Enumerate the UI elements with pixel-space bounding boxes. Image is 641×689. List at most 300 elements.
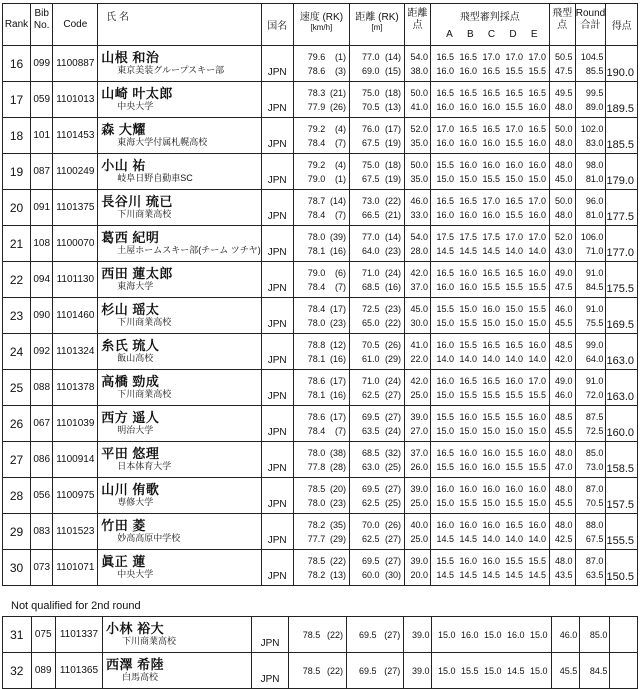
result-row [3,262,638,298]
distance-m: 77.0 [362,51,380,62]
distance-points: 46.0 [410,195,429,206]
round-total: 85.0 [589,629,608,640]
athlete-cell [103,617,252,653]
bib-cell: 073 [30,550,52,586]
distance-m: 63.5 [362,425,380,436]
judge-score: 16.0 [482,137,501,148]
distance-points: 25.0 [410,497,429,508]
distance-m: 60.0 [362,569,380,580]
header-speed: 速度 (RK) [km/h] [293,4,349,46]
judge-score: 16.5 [505,339,524,350]
speed-value [294,136,349,150]
score-cell: 190.0 [606,46,638,82]
athlete-name: 葛西 紀明 [101,230,160,245]
round-total-cell [575,298,606,334]
style-points: 46.0 [555,389,573,400]
distance-points-cell [405,514,431,550]
judge-score: 15.0 [459,425,478,436]
judge-score: 16.5 [482,375,501,386]
athlete-cell [98,262,262,298]
judge-score: 15.0 [482,425,501,436]
round-total-cell [575,226,606,262]
distance-value [350,316,404,330]
judge-scores [431,100,549,114]
distance-points: 39.0 [411,665,430,676]
distance-cell [350,514,405,550]
judge-score: 14.0 [528,353,547,364]
distance-rank: (26) [385,519,402,530]
judge-score: 15.5 [436,411,455,422]
distance-points-cell [405,298,431,334]
score-cell [610,617,638,653]
nation-cell: JPN [261,550,293,586]
judge-score: 16.0 [528,411,547,422]
speed-rank: (17) [330,411,347,422]
style-points-cell [549,550,575,586]
distance-value [350,244,404,258]
athlete-name: 山根 和治 [101,50,160,65]
distance-points-cell [404,653,432,689]
round-total-cell [575,442,606,478]
round-total-cell [575,46,606,82]
speed-value [294,100,349,114]
judge-scores [431,302,549,316]
result-row [3,190,638,226]
style-points: 48.0 [555,159,573,170]
style-points-cell [552,617,580,653]
round-total: 67.5 [585,533,604,544]
rank-cell: 21 [3,226,31,262]
distance-points: 22.0 [410,353,429,364]
speed-kmh: 78.4 [307,425,326,436]
judge-score: 15.0 [459,173,478,184]
judge-score: 15.0 [436,497,455,508]
athlete-name: 西田 蓮太郎 [101,266,173,281]
round-total: 81.0 [585,209,604,220]
athlete-name: 西方 遥人 [101,410,160,425]
round-total: 88.0 [585,519,604,530]
judge-scores [431,158,549,172]
distance-m: 69.0 [362,65,380,76]
style-points: 48.0 [555,101,573,112]
speed-cell [293,334,349,370]
speed-kmh: 78.2 [307,519,326,530]
judge-score: 17.0 [528,375,547,386]
judge-score: 16.0 [459,209,478,220]
judge-score: 14.5 [459,569,478,580]
athlete-affiliation: 明治大学 [117,425,154,435]
distance-value [350,424,404,438]
athlete-name: 小山 祐 [101,158,146,173]
distance-value [350,64,404,78]
distance-cell [350,190,405,226]
result-row [3,617,638,653]
speed-value [294,266,349,280]
distance-m: 71.0 [362,267,380,278]
speed-rank: (12) [330,339,347,350]
distance-points: 52.0 [410,123,429,134]
round-total: 72.0 [585,389,604,400]
judge-score: 16.0 [528,483,547,494]
round-total: 99.0 [585,339,604,350]
judge-score: 17.0 [505,231,524,242]
speed-cell [288,617,346,653]
distance-value [350,280,404,294]
athlete-name: 小林 裕大 [106,621,165,636]
bib-cell: 108 [30,226,52,262]
athlete-affiliation: 白馬高校 [122,672,159,682]
results-table [2,3,638,586]
distance-rank: (13) [385,101,402,112]
judge-scores [432,664,551,678]
judge-score: 15.5 [505,209,524,220]
bib-cell: 087 [30,154,52,190]
round-total: 70.5 [585,497,604,508]
judge-score: 16.0 [436,339,455,350]
judge-score: 16.0 [459,461,478,472]
judge-score: 15.0 [528,317,547,328]
judge-score: 17.0 [436,123,455,134]
distance-value [350,482,404,496]
athlete-name: 平田 悠理 [101,446,160,461]
round-total: 87.0 [585,483,604,494]
speed-value [294,410,349,424]
judge-score: 17.5 [436,231,455,242]
judge-scores [431,352,549,366]
nation-cell: JPN [252,617,288,653]
judge-score: 15.0 [505,303,524,314]
result-row [3,334,638,370]
speed-kmh: 78.7 [307,195,326,206]
judge-score: 15.5 [528,65,547,76]
judge-scores [431,266,549,280]
judge-score: 14.5 [459,533,478,544]
distance-cell [350,370,405,406]
distance-rank: (16) [385,281,402,292]
athlete-cell [98,190,262,226]
distance-points: 54.0 [410,231,429,242]
speed-kmh: 79.0 [307,267,326,278]
judge-scores [432,628,551,642]
distance-m: 69.5 [362,555,380,566]
distance-value [350,446,404,460]
speed-value [294,208,349,222]
speed-rank: (17) [330,375,347,386]
judge-score: 17.0 [505,51,524,62]
distance-points-cell [405,82,431,118]
distance-points-cell [405,406,431,442]
speed-value [294,352,349,366]
speed-value [294,244,349,258]
code-cell: 1101324 [53,334,98,370]
distance-rank: (29) [385,353,402,364]
judge-scores [431,172,549,186]
speed-cell [293,190,349,226]
code-cell: 1101460 [53,298,98,334]
round-total-cell [575,406,606,442]
athlete-name: 竹田 菱 [101,518,146,533]
distance-m: 69.5 [359,665,377,676]
athlete-affiliation: 下川商業高校 [117,209,172,219]
distance-m: 62.5 [362,389,380,400]
speed-cell [293,262,349,298]
athlete-name: 長谷川 琉已 [101,194,173,209]
speed-cell [293,154,349,190]
distance-rank: (27) [385,483,402,494]
header-nation: 国名 [261,4,293,46]
round-total: 85.5 [585,65,604,76]
speed-value [294,230,349,244]
distance-cell [350,226,405,262]
speed-value [294,554,349,568]
speed-kmh: 78.5 [302,665,321,676]
style-points: 48.0 [555,555,573,566]
judge-score: 15.0 [505,317,524,328]
speed-rank: (1) [335,51,347,62]
judge-scores [431,388,549,402]
judge-score: 16.5 [459,87,478,98]
speed-rank: (39) [330,231,347,242]
rank-cell: 20 [3,190,31,226]
bib-cell: 067 [30,406,52,442]
distance-rank: (25) [385,497,402,508]
nation-cell: JPN [261,370,293,406]
round-total: 96.0 [585,195,604,206]
athlete-name: 森 大耀 [101,122,146,137]
distance-points: 50.0 [410,159,429,170]
distance-points: 50.0 [410,87,429,98]
not-qualified-table [2,616,638,689]
speed-cell [293,442,349,478]
score-cell: 163.0 [606,370,638,406]
judge-scores [431,122,549,136]
judge-score: 16.0 [436,375,455,386]
speed-rank: (28) [330,461,347,472]
distance-rank: (15) [385,65,402,76]
distance-value [350,172,404,186]
distance-rank: (25) [385,461,402,472]
judges-cell [431,82,550,118]
distance-m: 73.0 [362,195,380,206]
distance-rank: (27) [385,533,402,544]
nation-cell: JPN [261,262,293,298]
round-total-cell [575,118,606,154]
style-points: 50.5 [555,51,573,62]
rank-cell: 25 [3,370,31,406]
athlete-cell [98,154,262,190]
judge-scores [431,532,549,546]
distance-points: 41.0 [410,339,429,350]
judge-score: 16.5 [482,65,501,76]
distance-rank: (19) [385,137,402,148]
judge-score: 15.0 [459,303,478,314]
style-points: 47.0 [555,461,573,472]
style-points: 45.5 [555,425,573,436]
round-total: 63.5 [585,569,604,580]
speed-kmh: 79.2 [307,159,326,170]
distance-rank: (23) [385,303,402,314]
header-rank: Rank [3,4,31,46]
judges-cell [431,514,550,550]
speed-kmh: 78.4 [307,209,326,220]
speed-kmh: 78.6 [307,411,326,422]
judge-score: 16.0 [436,65,455,76]
speed-rank: (35) [330,519,347,530]
speed-kmh: 78.3 [307,87,326,98]
distance-value [350,302,404,316]
score-cell: 157.5 [606,478,638,514]
judge-score: 16.5 [482,339,501,350]
header-judges: 飛型審判採点 A B C D E [431,4,550,46]
speed-cell [293,82,349,118]
judge-score: 15.0 [483,665,502,676]
distance-points: 25.0 [410,533,429,544]
result-row [3,442,638,478]
distance-points: 37.0 [410,447,429,458]
distance-rank: (26) [385,339,402,350]
round-total: 64.0 [585,353,604,364]
judge-letter: B [467,29,474,40]
speed-value [294,194,349,208]
distance-points-cell [405,370,431,406]
athlete-cell [98,118,262,154]
distance-m: 61.0 [362,353,380,364]
athlete-cell [98,226,262,262]
rank-cell: 17 [3,82,31,118]
score-cell: 175.5 [606,262,638,298]
distance-value [350,208,404,222]
judge-score: 16.0 [505,483,524,494]
speed-cell [288,653,346,689]
distance-m: 76.0 [362,123,380,134]
speed-value [294,446,349,460]
rank-cell: 16 [3,46,31,82]
round-total: 89.0 [585,101,604,112]
speed-kmh: 79.2 [307,123,326,134]
distance-cell [350,154,405,190]
judge-score: 16.0 [482,519,501,530]
athlete-cell [98,334,262,370]
distance-rank: (17) [385,123,402,134]
speed-rank: (22) [330,555,347,566]
speed-kmh: 78.0 [307,447,326,458]
round-total: 99.5 [585,87,604,98]
speed-value [294,64,349,78]
score-cell: 158.5 [606,442,638,478]
judge-score: 16.0 [528,101,547,112]
round-total: 98.0 [585,159,604,170]
score-cell: 179.0 [606,154,638,190]
judge-score: 15.5 [459,497,478,508]
distance-m: 77.0 [362,231,380,242]
rank-cell: 19 [3,154,31,190]
judges-cell [431,550,550,586]
judge-score: 16.0 [482,209,501,220]
judges-cell [431,406,550,442]
style-points: 43.5 [555,569,573,580]
judges-cell [431,298,550,334]
judge-scores [431,496,549,510]
judge-score: 16.5 [436,267,455,278]
round-total: 84.5 [589,665,608,676]
style-points-cell [549,298,575,334]
judge-score: 16.0 [482,555,501,566]
judge-scores [431,316,549,330]
speed-rank: (4) [335,123,347,134]
judge-score: 17.5 [482,231,501,242]
speed-rank: (38) [330,447,347,458]
judge-score: 14.0 [482,533,501,544]
judge-score: 15.5 [459,389,478,400]
distance-points-cell [405,118,431,154]
distance-points-cell [405,442,431,478]
nation-cell: JPN [261,82,293,118]
distance-rank: (22) [385,317,402,328]
judge-score: 15.0 [528,173,547,184]
distance-cell [350,298,405,334]
speed-cell [293,370,349,406]
distance-value [350,122,404,136]
speed-rank: (26) [330,101,347,112]
judge-score: 17.0 [482,51,501,62]
judge-score: 16.0 [459,159,478,170]
result-row [3,514,638,550]
judge-score: 15.5 [505,389,524,400]
distance-value [350,194,404,208]
distance-points: 45.0 [410,303,429,314]
round-total: 81.0 [585,173,604,184]
judge-score: 14.0 [528,533,547,544]
rank-cell: 18 [3,118,31,154]
judge-score: 15.5 [482,173,501,184]
distance-rank: (24) [385,425,402,436]
code-cell: 1101130 [53,262,98,298]
athlete-affiliation: 土屋ホームスキー部(チーム ツチヤ) [117,245,261,255]
distance-value [350,388,404,402]
speed-kmh: 78.4 [307,303,326,314]
judge-score: 16.0 [528,339,547,350]
distance-rank: (22) [385,195,402,206]
round-total: 106.0 [580,231,604,242]
judge-score: 16.0 [505,159,524,170]
judge-score: 14.5 [482,245,501,256]
result-row [3,82,638,118]
style-points: 47.5 [555,281,573,292]
speed-cell [293,46,349,82]
style-points: 47.5 [555,65,573,76]
score-cell: 163.0 [606,334,638,370]
judges-cell [431,46,550,82]
judges-cell [431,118,550,154]
speed-rank: (14) [330,195,347,206]
style-points: 43.0 [555,245,573,256]
nation-cell: JPN [261,478,293,514]
athlete-name: 杉山 瑶太 [101,302,160,317]
judge-scores [431,460,549,474]
nation-cell: JPN [261,514,293,550]
judge-score: 15.5 [528,555,547,566]
style-points: 48.0 [555,519,573,530]
speed-kmh: 78.4 [307,281,326,292]
judge-score: 16.5 [505,195,524,206]
round-total: 85.0 [585,447,604,458]
speed-kmh: 78.1 [307,389,326,400]
round-total-cell [575,514,606,550]
round-total: 91.0 [585,303,604,314]
athlete-affiliation: 下川商業高校 [117,389,172,399]
rank-cell: 22 [3,262,31,298]
speed-cell [293,514,349,550]
